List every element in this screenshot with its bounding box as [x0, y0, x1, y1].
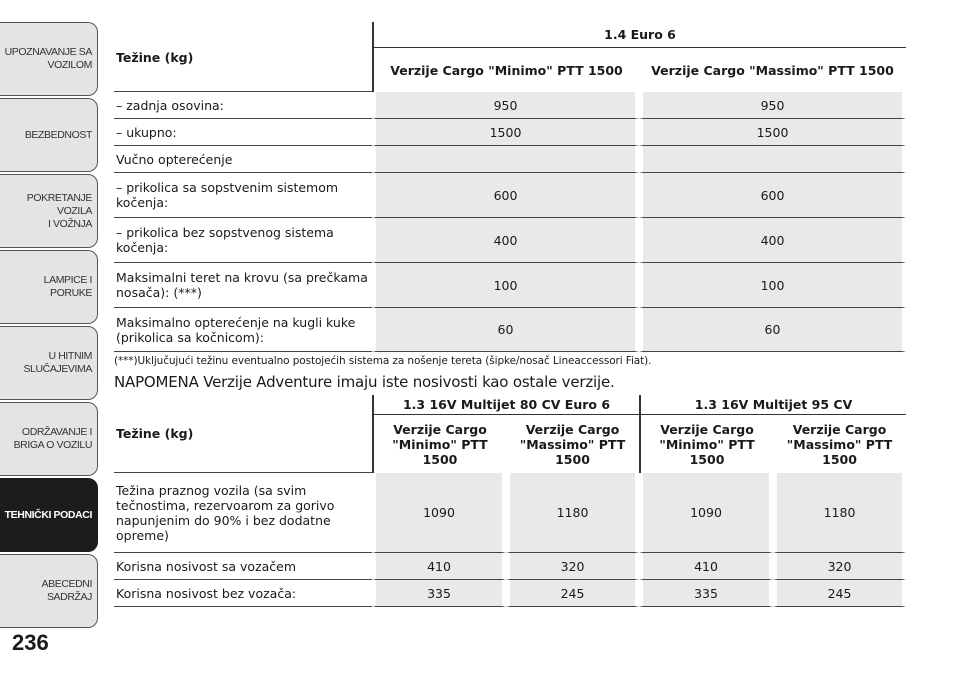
tab-upoznavanje[interactable] [0, 22, 98, 96]
tab-label: U HITNIM SLUČAJEVIMA [23, 350, 92, 375]
cell-value: 320 [506, 553, 639, 580]
table-row [114, 473, 906, 553]
cell-value: 1500 [372, 119, 639, 146]
group-header: 1.3 16V Multijet 95 CV [639, 395, 906, 415]
tab-label: LAMPICE I PORUKE [43, 274, 92, 299]
tab-label: ABECEDNI SADRŽAJ [41, 578, 92, 603]
tab-odrzavanje[interactable] [0, 402, 98, 476]
row-label: – zadnja osovina: [114, 92, 372, 119]
cell-value: 1090 [639, 473, 773, 553]
row-header: Težine (kg) [114, 395, 372, 473]
cell-value: 410 [372, 553, 506, 580]
tab-lampice[interactable] [0, 250, 98, 324]
tab-label: BEZBEDNOST [24, 128, 92, 141]
row-label: Vučno opterećenje [114, 146, 372, 173]
cell-value: 600 [372, 173, 639, 218]
cell-value: 335 [372, 580, 506, 607]
row-label: Maksimalni teret na krovu (sa prečkama nosača): (***) [114, 263, 372, 308]
weights-table-multijet [114, 395, 906, 607]
row-label: – prikolica bez sopstvenog sistema kočenja: [114, 218, 372, 263]
table-row [114, 92, 906, 119]
tab-hitni-slucajevi[interactable] [0, 326, 98, 400]
cell-value: 1090 [372, 473, 506, 553]
cell-value: 950 [639, 92, 906, 119]
cell-value: 950 [372, 92, 639, 119]
tab-label: TEHNIČKI PODACI [4, 508, 92, 521]
cell-value: 100 [639, 263, 906, 308]
table-row [114, 218, 906, 263]
cell-value: 1180 [773, 473, 906, 553]
row-label: – prikolica sa sopstvenim sistemom kočenja: [114, 173, 372, 218]
table-row [114, 553, 906, 580]
row-label: Korisna nosivost bez vozača: [114, 580, 372, 607]
cell-value: 400 [639, 218, 906, 263]
note: NAPOMENA Verzije Adventure imaju iste nosivosti kao ostale verzije. [114, 373, 615, 391]
table-row [114, 263, 906, 308]
group-header: 1.4 Euro 6 [372, 22, 906, 48]
tab-label: ODRŽAVANJE I BRIGA O VOZILU [13, 426, 92, 451]
cell-value: 245 [506, 580, 639, 607]
cell-value: 335 [639, 580, 773, 607]
row-label: Težina praznog vozila (sa svim tečnostima, rezervoarom za gorivo napunjenim do 90% i bez dodatne opreme) [114, 473, 372, 553]
column-header: Verzije Cargo "Massimo" PTT 1500 [519, 421, 626, 467]
column-header: Verzije Cargo "Minimo" PTT 1500 [372, 415, 506, 473]
row-header: Težine (kg) [114, 22, 372, 92]
cell-value [372, 146, 639, 173]
main-content [114, 22, 906, 607]
table-row [114, 308, 906, 352]
cell-value [639, 146, 906, 173]
cell-value: 410 [639, 553, 773, 580]
tab-bezbednost[interactable] [0, 98, 98, 172]
cell-value: 600 [639, 173, 906, 218]
column-header: Verzije Cargo "Minimo" PTT 1500 [639, 415, 773, 473]
column-header: Verzije Cargo "Massimo" PTT 1500 [651, 62, 894, 78]
cell-value: 245 [773, 580, 906, 607]
cell-value: 400 [372, 218, 639, 263]
column-header: Verzije Cargo "Minimo" PTT 1500 [372, 48, 639, 92]
table-row [114, 146, 906, 173]
weights-table-1-4-euro-6 [114, 22, 906, 352]
row-label: Korisna nosivost sa vozačem [114, 553, 372, 580]
cell-value: 60 [372, 308, 639, 352]
row-label: – ukupno: [114, 119, 372, 146]
page-number: 236 [12, 630, 49, 655]
tab-pokretanje[interactable] [0, 174, 98, 248]
tab-label: UPOZNAVANJE SA VOZILOM [4, 46, 92, 71]
table-row [114, 173, 906, 218]
footnote: (***)Uključujući težinu eventualno postojećih sistema za nošenje tereta (šipke/nosač Lineaccessori Fiat). [114, 355, 652, 367]
cell-value: 1500 [639, 119, 906, 146]
cell-value: 1180 [506, 473, 639, 553]
tab-label: POKRETANJE VOZILA I VOŽNJA [26, 191, 92, 230]
tab-abecedni-sadrzaj[interactable] [0, 554, 98, 628]
table-row [114, 119, 906, 146]
cell-value: 320 [773, 553, 906, 580]
column-header: Verzije Cargo "Massimo" PTT 1500 [786, 421, 893, 467]
cell-value: 100 [372, 263, 639, 308]
table-row [114, 580, 906, 607]
row-label: Maksimalno opterećenje na kugli kuke (prikolica sa kočnicom): [114, 308, 372, 352]
tab-tehnicki-podaci[interactable] [0, 478, 98, 552]
group-header: 1.3 16V Multijet 80 CV Euro 6 [372, 395, 639, 415]
cell-value: 60 [639, 308, 906, 352]
